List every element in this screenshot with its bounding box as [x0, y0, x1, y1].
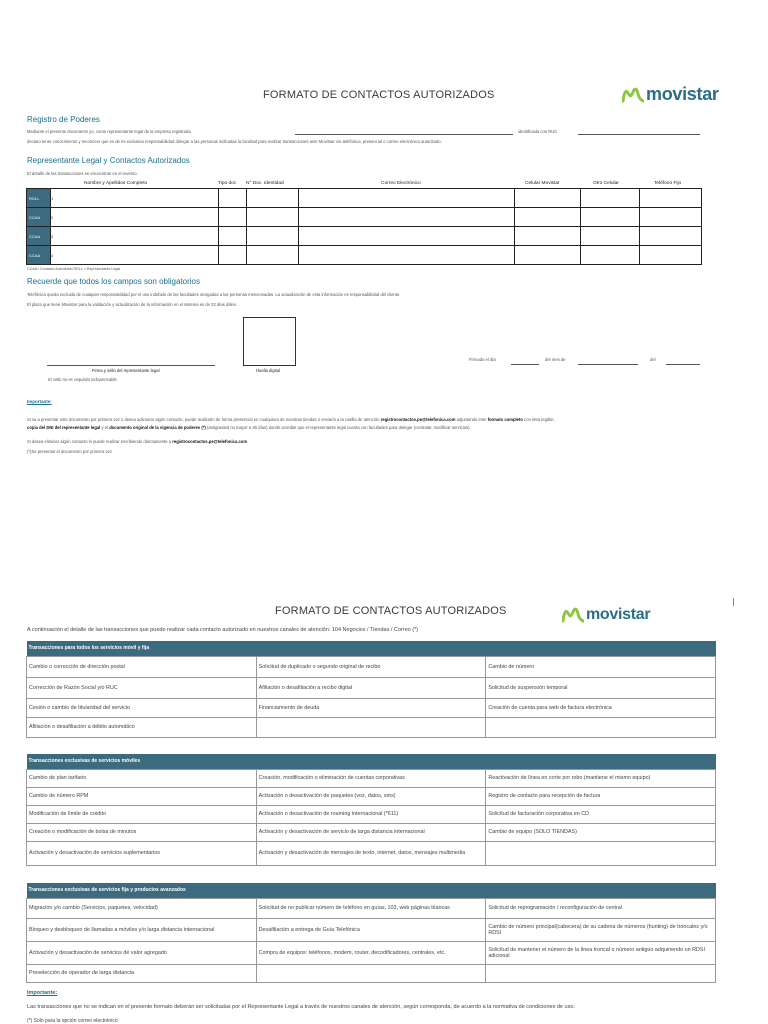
transaction-cell: Cambio de número principal(cabecera) de su cadena de números (hunting) de troncales y/o RDSI	[486, 918, 716, 941]
transaction-cell: Preselección de operador de larga distancia	[27, 964, 257, 982]
movistar-logo	[622, 84, 719, 105]
page2-importante-heading: Importante:	[27, 990, 58, 996]
page2-title: FORMATO DE CONTACTOS AUTORIZADOS	[275, 605, 507, 617]
email-cell[interactable]	[299, 227, 515, 246]
importante-heading: Importante:	[27, 399, 52, 404]
p2-text-b: y el	[101, 425, 109, 430]
contact-row	[27, 208, 702, 227]
section-todos	[26, 641, 716, 738]
otro-celular-cell[interactable]	[581, 189, 640, 208]
page1-title: FORMATO DE CONTACTOS AUTORIZADOS	[263, 89, 495, 101]
page-margin-mark	[733, 598, 734, 606]
transaction-cell: Solicitud de duplicado o segundo original de recibo	[256, 656, 486, 677]
transaction-cell: Migración y/o cambio (Servicios, paquetes, velocidad)	[27, 898, 257, 918]
section-moviles	[26, 754, 716, 866]
movistar-m-icon	[562, 607, 584, 623]
transaction-cell: Solicitud de reprogramación / reconfiguración de central	[486, 898, 716, 918]
table-row	[27, 717, 716, 737]
logo-text: movistar	[586, 606, 651, 623]
name-cell[interactable]	[51, 208, 219, 227]
contact-row	[27, 189, 702, 208]
contacts-table	[26, 188, 702, 265]
transaction-cell	[256, 717, 486, 737]
fijo-cell[interactable]	[640, 208, 702, 227]
registro-heading: Registro de Poderes	[27, 115, 100, 124]
transaction-cell: Desafiliación a entrega de Guía Telefónica	[256, 918, 486, 941]
transaction-cell: Cambio o corrección de dirección postal	[27, 656, 257, 677]
p2-bold-a: copia del DNI del representante legal	[27, 425, 101, 430]
transaction-cell: Afiliación o desafiliación a recibo digital	[256, 677, 486, 698]
transaction-cell: Modificación de límite de crédito	[27, 805, 257, 823]
firma-note: El sello no es requisito indispensable.	[48, 377, 118, 382]
ruc-field[interactable]	[578, 134, 700, 135]
transaction-cell: Solicitud de facturación corporativa en CD	[486, 805, 716, 823]
table-legend: CCAA= Contacto Autorizado RGLL = Representante Legal	[27, 267, 121, 271]
col-header-correo: Correo Electrónico	[381, 181, 421, 186]
transaction-cell: Registro de contacto para recepción de factura	[486, 787, 716, 805]
transaction-cell: Corrección de Razón Social y/o RUC	[27, 677, 257, 698]
col-header-doc-identidad: N° Doc. Identidad	[246, 181, 284, 186]
transaction-cell: Creación o modificación de bolsa de minutos	[27, 823, 257, 841]
transaction-cell	[256, 964, 486, 982]
celular-cell[interactable]	[515, 246, 581, 265]
firma-line[interactable]	[47, 365, 215, 366]
logo-text: movistar	[646, 84, 719, 104]
p2-asterisk: (*)	[201, 425, 206, 430]
importante-p4: (*)Se presentar el documento por primera vez	[27, 449, 112, 454]
tipo-doc-cell[interactable]	[219, 246, 247, 265]
row-number: 3	[51, 233, 54, 239]
transaction-cell	[486, 841, 716, 865]
table-row	[27, 898, 716, 918]
transaction-cell: Activación y desactivación de mensajes de texto, internet, datos, mensajes multimedia	[256, 841, 486, 865]
email-cell[interactable]	[299, 246, 515, 265]
otro-celular-cell[interactable]	[581, 208, 640, 227]
transaction-cell: Activación y desactivación de servicio de larga distancia internacional	[256, 823, 486, 841]
dia-field[interactable]	[511, 364, 539, 365]
celular-cell[interactable]	[515, 227, 581, 246]
mes-label: del mes de	[545, 357, 566, 362]
fijo-cell[interactable]	[640, 227, 702, 246]
transaction-cell: Cambio de número	[486, 656, 716, 677]
row-label: CCAA	[27, 208, 51, 227]
table-row	[27, 769, 716, 787]
email-cell[interactable]	[299, 208, 515, 227]
col-header-telefono-fijo: Teléfono Fijo	[654, 181, 682, 186]
p3-email-link[interactable]: registrocontactos.pe@telefonica.com	[172, 439, 248, 444]
name-cell[interactable]	[51, 227, 219, 246]
table-row	[27, 656, 716, 677]
table-row	[27, 918, 716, 941]
transaction-cell	[486, 717, 716, 737]
transaction-cell: Activación o desactivación de roaming internacional (*611)	[256, 805, 486, 823]
transaction-cell: Financiamiento de deuda	[256, 698, 486, 717]
section-heading: Transacciones exclusivas de servicios móviles	[27, 754, 716, 769]
importante-p3	[27, 439, 247, 444]
page2-footer-note: (*) Solo para la opción correo electrónico	[27, 1018, 118, 1024]
name-cell[interactable]	[51, 246, 219, 265]
table-row	[27, 677, 716, 698]
huella-label: Huella digital	[256, 368, 280, 373]
otro-celular-cell[interactable]	[581, 246, 640, 265]
transaction-cell: Creación, modificación o eliminación de cuentas corporativas	[256, 769, 486, 787]
name-cell[interactable]	[51, 189, 219, 208]
doc-cell[interactable]	[247, 246, 299, 265]
doc-cell[interactable]	[247, 208, 299, 227]
table-row	[27, 964, 716, 982]
doc-cell[interactable]	[247, 189, 299, 208]
col-header-nombre: Nombre y Apellidos Completo	[84, 181, 148, 186]
transaction-cell	[486, 964, 716, 982]
firmado-dia-label: Firmado el día	[469, 357, 496, 362]
transaction-cell: Solicitud de no publicar número de teléfono en guías, 103, web páginas blancas	[256, 898, 486, 918]
movistar-m-icon	[622, 87, 644, 103]
tipo-doc-cell[interactable]	[219, 227, 247, 246]
table-row	[27, 823, 716, 841]
transaction-cell: Reactivación de línea en corte por robo (mantiene el mismo equipo)	[486, 769, 716, 787]
obligatorios-heading: Recuerde que todos los campos son obligatorios	[27, 277, 200, 286]
transaction-cell: Cambio de número RPM	[27, 787, 257, 805]
row-label: RGLL	[27, 189, 51, 208]
tipo-doc-cell[interactable]	[219, 189, 247, 208]
fijo-cell[interactable]	[640, 189, 702, 208]
anio-field[interactable]	[666, 364, 700, 365]
transaction-cell: Compra de equipos: teléfonos, modem, router, decodificadores, centrales, etc.	[256, 941, 486, 964]
celular-cell[interactable]	[515, 208, 581, 227]
row-label: CCAA	[27, 246, 51, 265]
col-header-otro-celular: Otro Celular	[593, 181, 619, 186]
col-header-celular-movistar: Celular Movistar	[525, 181, 560, 186]
movistar-logo-2	[562, 606, 650, 624]
p1-bold: formato completo	[487, 417, 523, 422]
email-link[interactable]: registrocontactos.pe@telefonica.com	[380, 417, 456, 422]
empresa-field[interactable]	[295, 134, 513, 135]
section-heading: Transacciones para todos los servicios móvil y fija	[27, 641, 716, 656]
transaction-cell: Solicitud de mantener el número de la línea troncal o número antiguo adquiriendo un RDSI adicional	[486, 941, 716, 964]
section-heading: Transacciones exclusivas de servicios fija y productos avanzados	[27, 883, 716, 898]
transaction-cell: Cesión o cambio de titularidad del servicio	[27, 698, 257, 717]
page2-intro: A continuación el detalle de las transacciones que puede realizar cada contacto autorizado en nuestros canales de atención: 104 Negocios / Tiendas / Correo (*)	[27, 627, 419, 633]
p2-text-e: (antigüedad no mayor a 30 días) donde acredite que el representante legal cuenta con facultades para delegar (contratar, modificar servicios).	[206, 425, 471, 430]
doc-cell[interactable]	[247, 227, 299, 246]
transaction-cell: Cambio de equipo (SOLO TIENDAS)	[486, 823, 716, 841]
obligatorios-line1: Telefónica queda excluida de cualquier responsabilidad por el uso indebido de las facultades otorgadas a las personas mencionadas. La actualización de esta información es responsabilidad del cliente.	[27, 292, 401, 297]
otro-celular-cell[interactable]	[581, 227, 640, 246]
transaction-cell: Solicitud de suspensión temporal	[486, 677, 716, 698]
transaction-cell: Bloqueo y desbloqueo de llamadas a móviles y/o larga distancia internacional	[27, 918, 257, 941]
representante-heading: Representante Legal y Contactos Autorizados	[27, 156, 190, 165]
transaction-cell: Activación y desactivación de servicios de valor agregado	[27, 941, 257, 964]
table-row	[27, 805, 716, 823]
importante-p1	[27, 417, 555, 422]
transaction-cell: Activación o desactivación de paquetes (voz, datos, sms)	[256, 787, 486, 805]
row-label: CCAA	[27, 227, 51, 246]
registro-line1: Mediante el presente documento yo, como representante legal de la empresa registrada	[27, 129, 191, 134]
col-header-tipo-doc: Tipo doc	[218, 181, 237, 186]
representante-intro: El detalle de las transacciones se encuentran en el reverso.	[27, 171, 138, 176]
mes-field[interactable]	[578, 364, 638, 365]
table-row	[27, 698, 716, 717]
p1-text-b: adjuntando este	[456, 417, 487, 422]
contact-row	[27, 246, 702, 265]
ruc-label: identificada con RUC	[518, 129, 558, 134]
obligatorios-line2: El plazo que tiene Movistar para la validación y actualización de la información en el sistema es de 02 días útiles.	[27, 302, 237, 307]
huella-box[interactable]	[243, 317, 296, 366]
email-cell[interactable]	[299, 189, 515, 208]
registro-line2: declaro tener conocimiento y reconocer que es de mi exclusiva responsabilidad delegar a las personas indicadas la facultad para realizar transacciones ante Movistar vía telefónica, presencial o correo electrónico autorizado.	[27, 139, 442, 144]
contact-row	[27, 227, 702, 246]
transaction-cell: Creación de cuenta para web de factura electrónica	[486, 698, 716, 717]
table-row	[27, 787, 716, 805]
tipo-doc-cell[interactable]	[219, 208, 247, 227]
transaction-cell: Cambio de plan tarifario	[27, 769, 257, 787]
section-fija	[26, 883, 716, 983]
celular-cell[interactable]	[515, 189, 581, 208]
p3-text: Si desea eliminar algún contacto lo puede realizar escribiendo directamente a	[27, 439, 172, 444]
fijo-cell[interactable]	[640, 246, 702, 265]
page2-importante-text: Las transacciones que no se indican en el presente formato deberán ser solicitadas por el Representante Legal a través de nuestros canales de atención, según corresponda, de acuerdo a la normativa de condiciones de uso.	[27, 1004, 575, 1010]
p2-bold-c: documento original de la vigencia de poderes	[109, 425, 201, 430]
transaction-cell: Activación y desactivación de servicios suplementarios	[27, 841, 257, 865]
row-number: 2	[51, 214, 54, 220]
p1-text: Si va a presentar este documento por primera vez o desea adicionar algún contacto, puede realizarlo de forma presencial en cualquiera de nuestras tiendas o enviarlo a la casilla de atención	[27, 417, 380, 422]
row-number: 4	[51, 252, 54, 258]
table-row	[27, 941, 716, 964]
table-row	[27, 841, 716, 865]
row-number: 1	[51, 195, 54, 201]
importante-p2	[27, 425, 471, 430]
anio-label: del	[650, 357, 656, 362]
transaction-cell: Afiliación o desafiliación a débito automático	[27, 717, 257, 737]
p1-text-d: con letra legible,	[524, 417, 555, 422]
firma-label: Firma y sello del representante legal	[92, 368, 160, 373]
